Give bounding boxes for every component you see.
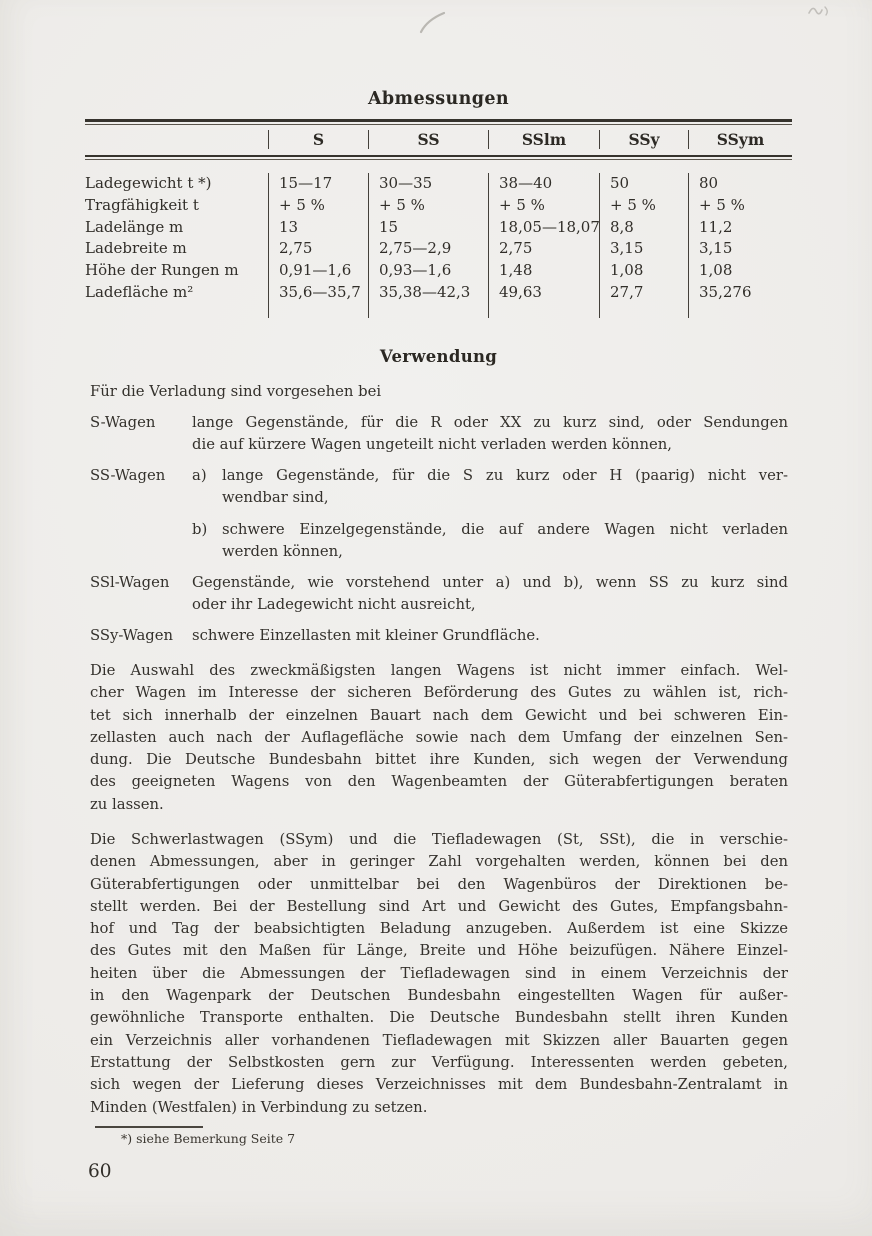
table-cell: 2,75 xyxy=(268,238,368,260)
table-cell: + 5 % xyxy=(688,195,792,217)
table-row xyxy=(85,173,792,195)
text-line: hof und Tag der beabsichtigten Beladung anzugeben. Außerdem ist eine Skizze xyxy=(90,920,788,938)
row-label: Ladegewicht t *) xyxy=(85,174,212,193)
table-cell: 30—35 xyxy=(368,173,488,195)
text-line: tet sich innerhalb der einzelnen Bauart nach dem Gewicht und bei schweren Ein- xyxy=(90,706,788,724)
table-cell: 38—40 xyxy=(488,173,599,195)
text-line: die auf kürzere Wagen ungeteilt nicht verladen werden können, xyxy=(192,436,672,454)
usage-description xyxy=(192,412,788,457)
column-header: SS xyxy=(368,130,488,149)
usage-block xyxy=(192,465,788,510)
text-line: Die Auswahl des zweckmäßigsten langen Wagens ist nicht immer einfach. Wel- xyxy=(90,662,788,679)
text-line: zu lassen. xyxy=(90,795,164,813)
table-row xyxy=(85,282,792,304)
usage-block xyxy=(192,625,788,647)
text-line: stellt werden. Bei der Bestellung sind Art und Gewicht des Gutes, Empfangsbahn- xyxy=(90,897,788,915)
table-body xyxy=(85,160,792,317)
table-row xyxy=(85,260,792,282)
table-cell: 49,63 xyxy=(488,282,599,304)
table-cell: 11,2 xyxy=(688,217,792,239)
table-title: Abmessungen xyxy=(367,89,510,109)
text-line: schwere Einzelgegenstände, die auf andere Wagen nicht verladen xyxy=(222,520,788,538)
list-marker: a) xyxy=(192,467,207,484)
text-line: Minden (Westfalen) in Verbindung zu setzen. xyxy=(90,1098,428,1116)
table-cell: 1,08 xyxy=(599,260,688,282)
column-header: S xyxy=(268,130,368,149)
usage-description xyxy=(192,572,788,617)
table-cell: 80 xyxy=(688,173,792,195)
intro-line: Für die Verladung sind vorgesehen bei xyxy=(90,383,382,400)
text-line: Die Schwerlastwagen (SSym) und die Tiefladewagen (St, SSt), die in verschie- xyxy=(90,831,788,848)
text-line: Erstattung der Selbstkosten gern zur Verfügung. Interessenten werden gebeten, xyxy=(90,1053,788,1071)
paragraph xyxy=(90,829,788,1119)
section-heading-verwendung: Verwendung xyxy=(379,347,498,366)
row-label: Tragfähigkeit t xyxy=(85,196,199,215)
usage-block xyxy=(192,519,788,564)
footnote: *) siehe Bemerkung Seite 7 xyxy=(121,1131,296,1146)
usage-lines xyxy=(192,412,788,457)
table-cell: 35,276 xyxy=(688,282,792,304)
row-label: Ladebreite m xyxy=(85,239,187,258)
table-cell: + 5 % xyxy=(599,195,688,217)
spacer-cell xyxy=(368,304,488,318)
text-line: wendbar sind, xyxy=(222,489,329,507)
text-line: ein Verzeichnis aller vorhandenen Tiefladewagen mit Skizzen aller Bauarten gegen xyxy=(90,1031,788,1049)
table-cell: 18,05—18,07 xyxy=(488,217,599,239)
usage-item xyxy=(90,465,788,563)
usage-block xyxy=(192,412,788,457)
table-cell: 0,93—1,6 xyxy=(368,260,488,282)
table-row xyxy=(85,217,792,239)
table-header-row xyxy=(85,125,792,155)
usage-block xyxy=(192,572,788,617)
text-line: dung. Die Deutsche Bundesbahn bittet ihre Kunden, sich wegen der Verwendung xyxy=(90,751,788,769)
table-rule-extension xyxy=(85,304,792,318)
table-cell: 50 xyxy=(599,173,688,195)
row-label: Höhe der Rungen m xyxy=(85,261,239,280)
text-line: sich wegen der Lieferung dieses Verzeichnisses mit dem Bundesbahn-Zentralamt in xyxy=(90,1076,788,1094)
wagon-type-label: SSl-Wagen xyxy=(90,574,170,591)
table-cell: + 5 % xyxy=(488,195,599,217)
table-cell: 1,08 xyxy=(688,260,792,282)
wagon-type-label: SSy-Wagen xyxy=(90,627,174,644)
table-cell: 15—17 xyxy=(268,173,368,195)
usage-item xyxy=(90,625,788,647)
table-cell: 2,75 xyxy=(488,238,599,260)
table-cell: 1,48 xyxy=(488,260,599,282)
usage-item xyxy=(90,572,788,617)
usage-lines xyxy=(192,625,788,647)
table-row xyxy=(85,238,792,260)
text-line: cher Wagen im Interesse der sicheren Beförderung des Gutes zu wählen ist, rich- xyxy=(90,684,788,702)
text-line: zellasten auch nach der Auflagefläche sowie nach dem Umfang der einzelnen Sen- xyxy=(90,728,788,746)
spacer-cell xyxy=(268,304,368,318)
column-header: SSy xyxy=(599,130,688,149)
table-cell: 2,75—2,9 xyxy=(368,238,488,260)
text-line: des geeigneten Wagens von den Wagenbeamten der Güterabfertigungen beraten xyxy=(90,773,788,791)
spacer-cell xyxy=(85,304,268,318)
table-cell: 35,6—35,7 xyxy=(268,282,368,304)
text-line: gewöhnliche Transporte enthalten. Die Deutsche Bundesbahn stellt ihren Kunden xyxy=(90,1009,788,1027)
text-line: Güterabfertigungen oder unmittelbar bei den Wagenbüros der Direktionen be- xyxy=(90,875,788,893)
text-line: schwere Einzellasten mit kleiner Grundfläche. xyxy=(192,627,540,644)
table-cell: 0,91—1,6 xyxy=(268,260,368,282)
text-line: in den Wagenpark der Deutschen Bundesbahn eingestellten Wagen für außer- xyxy=(90,987,788,1005)
paragraph xyxy=(90,660,788,816)
text-line: werden können, xyxy=(222,542,343,560)
text-line: oder ihr Ladegewicht nicht ausreicht, xyxy=(192,596,476,614)
list-marker: b) xyxy=(192,520,208,538)
table-cell: 27,7 xyxy=(599,282,688,304)
text-line: des Gutes mit den Maßen für Länge, Breite und Höhe beizufügen. Nähere Einzel- xyxy=(90,942,788,960)
row-label: Ladefläche m² xyxy=(85,282,194,301)
table-cell: 35,38—42,3 xyxy=(368,282,488,304)
corner-smudge-mark xyxy=(806,2,834,18)
table-cell: 13 xyxy=(268,217,368,239)
pen-stroke-mark xyxy=(418,9,448,35)
row-label: Ladelänge m xyxy=(85,217,184,236)
dimensions-table xyxy=(85,119,792,318)
usage-description xyxy=(192,625,788,647)
text-line: lange Gegenstände, für die S zu kurz oder H (paarig) nicht ver- xyxy=(222,467,788,484)
column-header: SSym xyxy=(688,130,792,149)
column-header: SSlm xyxy=(488,130,599,149)
text-line: Gegenstände, wie vorstehend unter a) und b), wenn SS zu kurz sind xyxy=(192,574,788,591)
usage-lines xyxy=(222,465,788,510)
spacer-cell xyxy=(688,304,792,318)
table-cell: 3,15 xyxy=(688,238,792,260)
wagon-type-label: S-Wagen xyxy=(90,414,156,431)
page-number: 60 xyxy=(88,1161,112,1182)
table-cell: + 5 % xyxy=(368,195,488,217)
usage-lines xyxy=(192,572,788,617)
text-line: denen Abmessungen, aber in geringer Zahl vorgehalten werden, können bei den xyxy=(90,853,788,871)
table-cell: 15 xyxy=(368,217,488,239)
spacer-cell xyxy=(488,304,599,318)
footnote-rule xyxy=(95,1126,203,1128)
usage-lines xyxy=(222,519,788,564)
table-row xyxy=(85,195,792,217)
usage-item xyxy=(90,412,788,457)
text-line: heiten über die Abmessungen der Tiefladewagen sind in einem Verzeichnis der xyxy=(90,964,788,982)
wagon-type-label: SS-Wagen xyxy=(90,467,166,484)
table-cell: 3,15 xyxy=(599,238,688,260)
text-line: lange Gegenstände, für die R oder XX zu kurz sind, oder Sendungen xyxy=(192,414,788,431)
table-cell: 8,8 xyxy=(599,217,688,239)
table-cell: + 5 % xyxy=(268,195,368,217)
spacer-cell xyxy=(599,304,688,318)
usage-description xyxy=(192,465,788,563)
